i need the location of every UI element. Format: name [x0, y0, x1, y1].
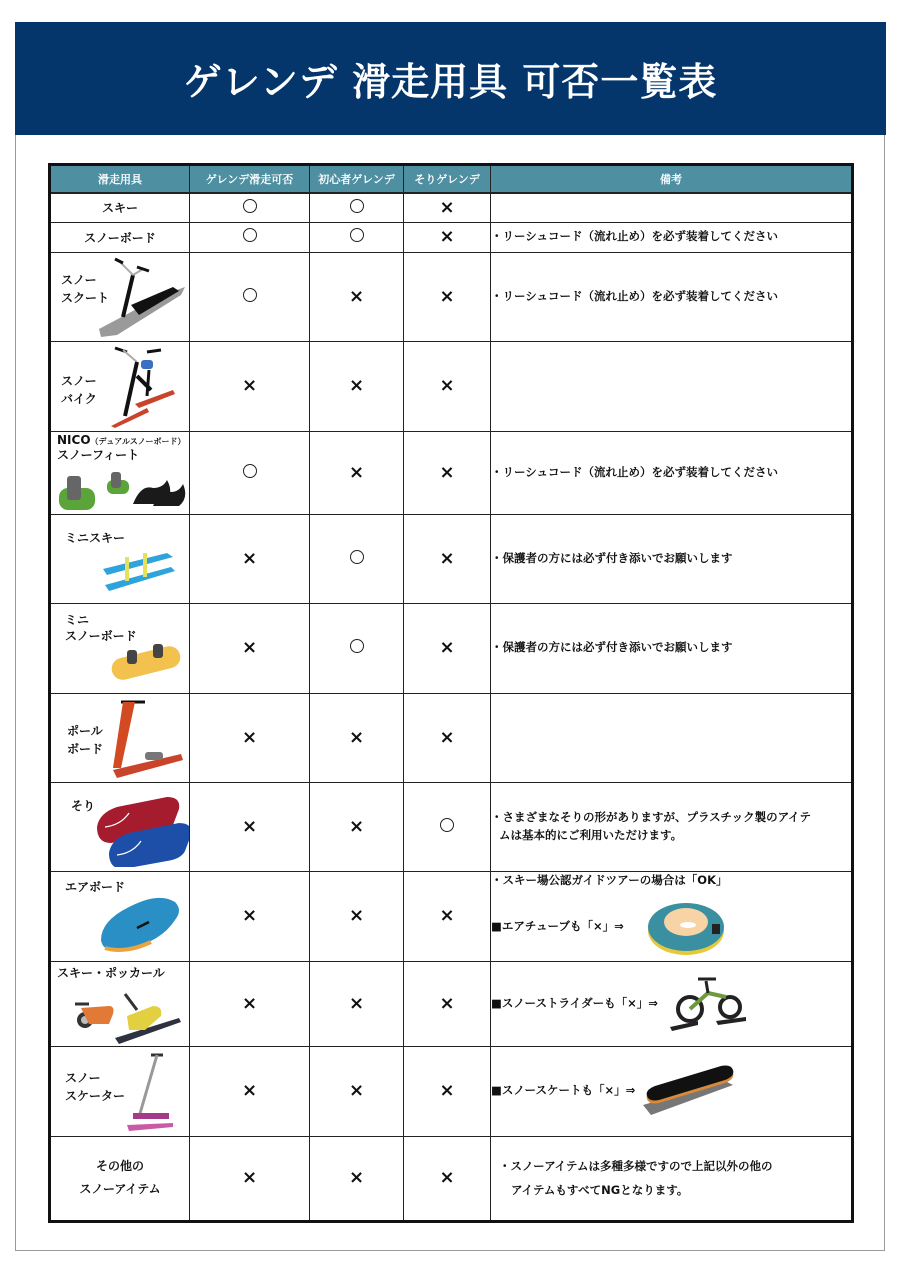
item-name: スノー バイク: [61, 373, 97, 406]
item-name: ミニ スノーボード: [65, 612, 137, 643]
slope-mark: [190, 961, 310, 1046]
title-banner: [15, 22, 886, 135]
slope-mark: [190, 431, 310, 514]
note: [491, 341, 853, 431]
table-row: [50, 193, 853, 222]
beginner-mark: [310, 1136, 404, 1221]
ng-mark: ×: [348, 285, 365, 307]
sled-mark: [404, 514, 491, 603]
header-notes: 備考: [491, 165, 853, 194]
header-sled: そりゲレンデ: [404, 165, 491, 194]
sled-mark: [404, 871, 491, 961]
sled-mark: [404, 222, 491, 252]
slope-mark: [190, 193, 310, 222]
table-row: [50, 961, 853, 1046]
note: ・リーシュコード（流れ止め）を必ず装着してください: [491, 222, 853, 252]
sled-mark: [404, 693, 491, 782]
slope-mark: [190, 252, 310, 341]
slope-mark: [190, 341, 310, 431]
ng-mark: ×: [439, 226, 455, 247]
table-row: [50, 341, 853, 431]
item-name: スノーボード: [50, 222, 190, 252]
snow-scoot-icon: [93, 257, 187, 337]
ski-pokkaru-icon: [75, 988, 183, 1044]
beginner-mark: [310, 603, 404, 693]
item-cell: [50, 603, 190, 693]
table-row: [50, 603, 853, 693]
slope-mark: [190, 693, 310, 782]
ng-mark: ×: [241, 637, 258, 658]
item-cell: [50, 341, 190, 431]
ok-mark: [243, 199, 257, 213]
item-cell: [50, 961, 190, 1046]
snow-scooter-icon: [123, 1051, 183, 1133]
table-row: [50, 514, 853, 603]
sled-icon: [93, 797, 189, 867]
ng-mark: ×: [348, 461, 365, 483]
item-name: スキー: [50, 193, 190, 222]
beginner-mark: [310, 222, 404, 252]
table-row: [50, 252, 853, 341]
page-title: ゲレンデ 滑走用具 可否一覧表: [183, 60, 718, 104]
item-cell: [50, 693, 190, 782]
ng-mark: ×: [348, 992, 365, 1014]
ng-mark: ×: [439, 547, 455, 569]
note: ・スノーアイテムは多種多様ですので上記以外の他の アイテムもすべてNGとなります。: [491, 1136, 853, 1221]
sled-mark: [404, 782, 491, 871]
ng-mark: ×: [348, 815, 365, 837]
note: ・保護者の方には必ず付き添いでお願いします: [491, 603, 853, 693]
beginner-mark: [310, 871, 404, 961]
ng-mark: ×: [241, 547, 258, 569]
item-cell: [50, 1046, 190, 1136]
item-cell: [50, 782, 190, 871]
slope-mark: [190, 871, 310, 961]
ng-mark: ×: [439, 285, 455, 307]
ng-mark: ×: [241, 726, 258, 748]
ng-mark: ×: [439, 726, 455, 748]
ng-mark: ×: [241, 905, 258, 926]
table-row: [50, 1136, 853, 1221]
item-name: ポール ボード: [67, 723, 104, 756]
ok-mark: [350, 639, 364, 653]
item-cell: [50, 252, 190, 341]
item-name: そり: [71, 798, 96, 813]
header-slope: ゲレンデ滑走可否: [190, 165, 310, 194]
equipment-table: [48, 163, 854, 1223]
item-name: ミニスキー: [65, 530, 126, 545]
sled-mark: [404, 1136, 491, 1221]
item-cell: [50, 871, 190, 961]
ng-mark: ×: [348, 726, 365, 748]
ok-mark: [243, 228, 257, 242]
ng-mark: ×: [348, 375, 365, 396]
ng-mark: ×: [348, 1167, 365, 1188]
slope-mark: [190, 1136, 310, 1221]
slope-mark: [190, 222, 310, 252]
note: [491, 193, 853, 222]
item-name: エアボード: [65, 879, 126, 894]
ng-mark: ×: [439, 905, 455, 926]
ng-mark: ×: [439, 461, 455, 483]
item-name: スノー スクート: [61, 272, 110, 305]
beginner-mark: [310, 1046, 404, 1136]
sled-mark: [404, 961, 491, 1046]
note: [491, 693, 853, 782]
sled-mark: [404, 252, 491, 341]
ng-mark: ×: [439, 1167, 455, 1188]
ng-mark: ×: [439, 375, 455, 396]
note: ・スキー場公認ガイドツアーの場合は「OK」 ■エアチューブも「×」⇒: [491, 871, 853, 961]
sled-mark: [404, 603, 491, 693]
slope-mark: [190, 1046, 310, 1136]
beginner-mark: [310, 252, 404, 341]
table-row: [50, 1046, 853, 1136]
item-name: NICO（デュアルスノーボード） スノーフィート: [57, 432, 186, 463]
beginner-mark: [310, 193, 404, 222]
ok-mark: [350, 550, 364, 564]
beginner-mark: [310, 431, 404, 514]
snow-feet-icon: [57, 468, 187, 512]
beginner-mark: [310, 961, 404, 1046]
airboard-icon: [97, 894, 181, 956]
snow-strider-icon: [668, 973, 748, 1035]
ng-mark: ×: [241, 815, 258, 837]
item-cell: [50, 431, 190, 514]
ng-mark: ×: [348, 1080, 365, 1101]
table-header-row: [50, 165, 853, 194]
note: ・リーシュコード（流れ止め）を必ず装着してください: [491, 252, 853, 341]
beginner-mark: [310, 693, 404, 782]
mini-ski-icon: [101, 551, 177, 591]
header-beginner: 初心者ゲレンデ: [310, 165, 404, 194]
note: [491, 961, 853, 1046]
ok-mark: [243, 464, 257, 478]
ok-mark: [350, 228, 364, 242]
sled-mark: [404, 431, 491, 514]
slope-mark: [190, 603, 310, 693]
note: ・保護者の方には必ず付き添いでお願いします: [491, 514, 853, 603]
subnote: ■スノースケートも「×」⇒: [491, 1083, 636, 1098]
ng-mark: ×: [241, 1080, 258, 1101]
table-row: [50, 222, 853, 252]
ng-mark: ×: [439, 992, 455, 1014]
sled-mark: [404, 193, 491, 222]
pole-board-icon: [111, 698, 187, 780]
ng-mark: ×: [241, 992, 258, 1014]
snow-bike-icon: [107, 346, 187, 428]
sled-mark: [404, 1046, 491, 1136]
table-row: [50, 782, 853, 871]
slope-mark: [190, 514, 310, 603]
item-name: その他の スノーアイテム: [50, 1136, 190, 1221]
snow-skate-icon: [641, 1065, 737, 1117]
subnote: ■エアチューブも「×」⇒: [491, 919, 624, 933]
note: ・さまざまなそりの形がありますが、プラスチック製のアイテ ムは基本的にご利用いただけます。: [491, 782, 853, 871]
item-cell: [50, 514, 190, 603]
slope-mark: [190, 782, 310, 871]
note: ・リーシュコード（流れ止め）を必ず装着してください: [491, 431, 853, 514]
note: [491, 1046, 853, 1136]
ng-mark: ×: [348, 905, 365, 926]
sled-mark: [404, 341, 491, 431]
mini-snowboard-icon: [109, 642, 185, 684]
table-row: [50, 871, 853, 961]
ok-mark: [243, 288, 257, 302]
beginner-mark: [310, 514, 404, 603]
beginner-mark: [310, 782, 404, 871]
header-equipment: 滑走用具: [50, 165, 190, 194]
subnote: ■スノーストライダーも「×」⇒: [491, 995, 658, 1010]
ok-mark: [350, 199, 364, 213]
beginner-mark: [310, 341, 404, 431]
ng-mark: ×: [439, 196, 455, 218]
ng-mark: ×: [439, 1080, 455, 1101]
table-row: [50, 431, 853, 514]
ng-mark: ×: [241, 375, 258, 396]
item-name: スキー・ポッカール: [57, 965, 165, 980]
item-name: スノー スケーター: [65, 1070, 126, 1103]
table-row: [50, 693, 853, 782]
ok-mark: [440, 818, 454, 832]
ng-mark: ×: [439, 637, 455, 658]
air-tube-icon: [646, 898, 726, 956]
ng-mark: ×: [241, 1167, 258, 1188]
